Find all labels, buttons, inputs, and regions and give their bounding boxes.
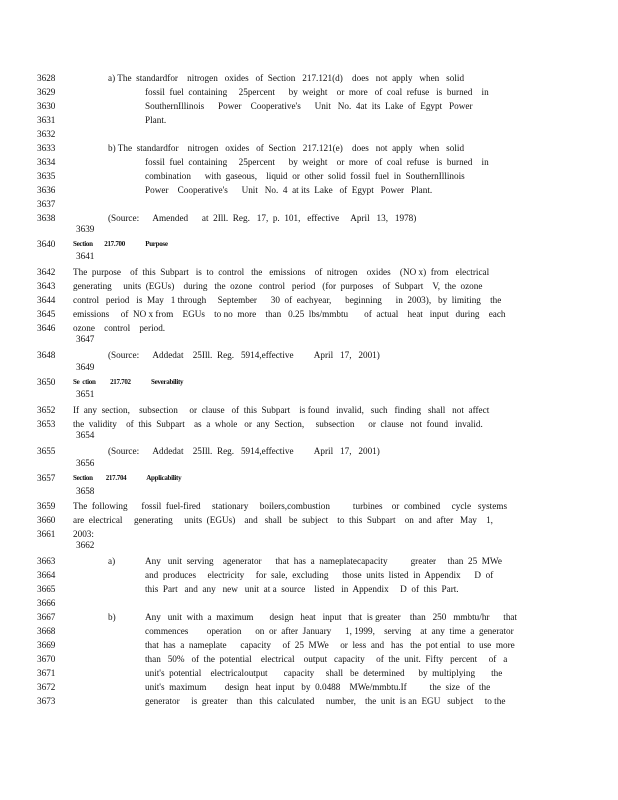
line-number: 3656 bbox=[76, 458, 95, 468]
line-number: 3645 bbox=[37, 309, 56, 319]
text-line: b) The standardfor nitrogen oxides of Section 217.121(e) does not apply when solid bbox=[108, 143, 465, 153]
line-number: 3635 bbox=[37, 171, 56, 181]
text-line: Any unit serving agenerator that has a nameplatecapacity greater than 25 MWe bbox=[145, 556, 502, 566]
line-number: 3657 bbox=[37, 473, 56, 483]
text-line: commences operation on or after January 1, 1999, serving at any time a generator bbox=[145, 626, 514, 636]
text-line: combination with gaseous, liquid or other solid fossil fuel in SouthernIllinois bbox=[145, 171, 465, 181]
line-number: 3668 bbox=[37, 626, 56, 636]
text-line: ozone control period. bbox=[73, 323, 166, 333]
line-number: 3643 bbox=[37, 281, 56, 291]
section-heading: Se ction 217.702 Severability bbox=[73, 378, 184, 386]
text-line: control period is May 1 through September 30 of eachyear, beginning in 2003), by limiting the bbox=[73, 295, 502, 305]
line-number: 3654 bbox=[76, 430, 95, 440]
line-number: 3665 bbox=[37, 584, 56, 594]
text-line: and produces electricity for sale, excluding those units listed in Appendix D of bbox=[145, 570, 494, 580]
line-number: 3658 bbox=[76, 486, 95, 496]
line-number: 3666 bbox=[37, 598, 56, 608]
line-number: 3634 bbox=[37, 157, 56, 167]
line-number: 3633 bbox=[37, 143, 56, 153]
line-number: 3640 bbox=[37, 239, 56, 249]
line-number: 3648 bbox=[37, 350, 56, 360]
line-number: 3672 bbox=[37, 682, 56, 692]
text-line: The purpose of this Subpart is to control the emissions of nitrogen oxides (NO x) from electrical bbox=[73, 267, 490, 277]
text-line: Any unit with a maximum design heat input that is greater than 250 mmbtu/hr that bbox=[145, 612, 518, 622]
line-number: 3669 bbox=[37, 640, 56, 650]
line-number: 3644 bbox=[37, 295, 56, 305]
text-line: (Source: Addedat 25Ill. Reg. 5914,effective April 17, 2001) bbox=[108, 350, 380, 360]
section-heading: Section 217.704 Applicability bbox=[73, 474, 182, 482]
text-line: a) The standardfor nitrogen oxides of Section 217.121(d) does not apply when solid bbox=[108, 73, 465, 83]
line-number: 3651 bbox=[76, 389, 95, 399]
line-number: 3646 bbox=[37, 323, 56, 333]
text-line: this Part and any new unit at a source listed in Appendix D of this Part. bbox=[145, 584, 459, 594]
line-number: 3628 bbox=[37, 73, 56, 83]
line-number: 3641 bbox=[76, 251, 95, 261]
section-heading: Section 217.700 Purpose bbox=[73, 240, 168, 248]
list-marker: b) bbox=[108, 612, 116, 622]
text-line: (Source: Amended at 2Ill. Reg. 17, p. 101, effective April 13, 1978) bbox=[108, 213, 417, 223]
line-number: 3638 bbox=[37, 213, 56, 223]
line-number: 3653 bbox=[37, 419, 56, 429]
text-line: emissions of NO x from EGUs to no more than 0.25 lbs/mmbtu of actual heat input during each bbox=[73, 309, 506, 319]
line-number: 3637 bbox=[37, 199, 56, 209]
line-number: 3632 bbox=[37, 129, 56, 139]
text-line: generating units (EGUs) during the ozone control period (for purposes of Subpart V, the ozone bbox=[73, 281, 483, 291]
line-number: 3652 bbox=[37, 405, 56, 415]
line-number: 3649 bbox=[76, 362, 95, 372]
line-number: 3663 bbox=[37, 556, 56, 566]
text-line: fossil fuel containing 25percent by weight or more of coal refuse is burned in bbox=[145, 157, 489, 167]
text-line: 2003: bbox=[73, 529, 94, 539]
line-number: 3647 bbox=[76, 334, 95, 344]
list-marker: a) bbox=[108, 556, 116, 566]
line-number: 3660 bbox=[37, 515, 56, 525]
line-number: 3667 bbox=[37, 612, 56, 622]
text-line: generator is greater than this calculated number, the unit is an EGU subject to the bbox=[145, 696, 506, 706]
text-line: Power Cooperative's Unit No. 4 at its Lake of Egypt Power Plant. bbox=[145, 185, 433, 195]
line-number: 3655 bbox=[37, 446, 56, 456]
text-line: that has a nameplate capacity of 25 MWe or less and has the pot ential to use more bbox=[145, 640, 515, 650]
line-number: 3650 bbox=[37, 377, 56, 387]
line-number: 3659 bbox=[37, 501, 56, 511]
line-number: 3661 bbox=[37, 529, 56, 539]
line-number: 3664 bbox=[37, 570, 56, 580]
line-number: 3629 bbox=[37, 87, 56, 97]
line-number: 3642 bbox=[37, 267, 56, 277]
line-number: 3662 bbox=[76, 540, 95, 550]
text-line: unit's maximum design heat input by 0.0488 MWe/mmbtu.If the size of the bbox=[145, 682, 491, 692]
line-number: 3631 bbox=[37, 115, 56, 125]
text-line: (Source: Addedat 25Ill. Reg. 5914,effective April 17, 2001) bbox=[108, 446, 380, 456]
text-line: fossil fuel containing 25percent by weight or more of coal refuse is burned in bbox=[145, 87, 489, 97]
line-number: 3636 bbox=[37, 185, 56, 195]
text-line: Plant. bbox=[145, 115, 167, 125]
text-line: the validity of this Subpart as a whole or any Section, subsection or clause not found invalid. bbox=[73, 419, 483, 429]
text-line: If any section, subsection or clause of this Subpart is found invalid, such finding shall not affect bbox=[73, 405, 490, 415]
line-number: 3639 bbox=[76, 224, 95, 234]
text-line: are electrical generating units (EGUs) and shall be subject to this Subpart on and after May 1, bbox=[73, 515, 493, 525]
text-line: unit's potential electricaloutput capacity shall be determined by multiplying the bbox=[145, 668, 503, 678]
text-line: than 50% of the potential electrical output capacity of the unit. Fifty percent of a bbox=[145, 654, 508, 664]
line-number: 3670 bbox=[37, 654, 56, 664]
line-number: 3630 bbox=[37, 101, 56, 111]
text-line: The following fossil fuel-fired stationary boilers,combustion turbines or combined cycle systems bbox=[73, 501, 508, 511]
line-number: 3673 bbox=[37, 696, 56, 706]
text-line: SouthernIllinois Power Cooperative's Unit No. 4at its Lake of Egypt Power bbox=[145, 101, 473, 111]
line-number: 3671 bbox=[37, 668, 56, 678]
